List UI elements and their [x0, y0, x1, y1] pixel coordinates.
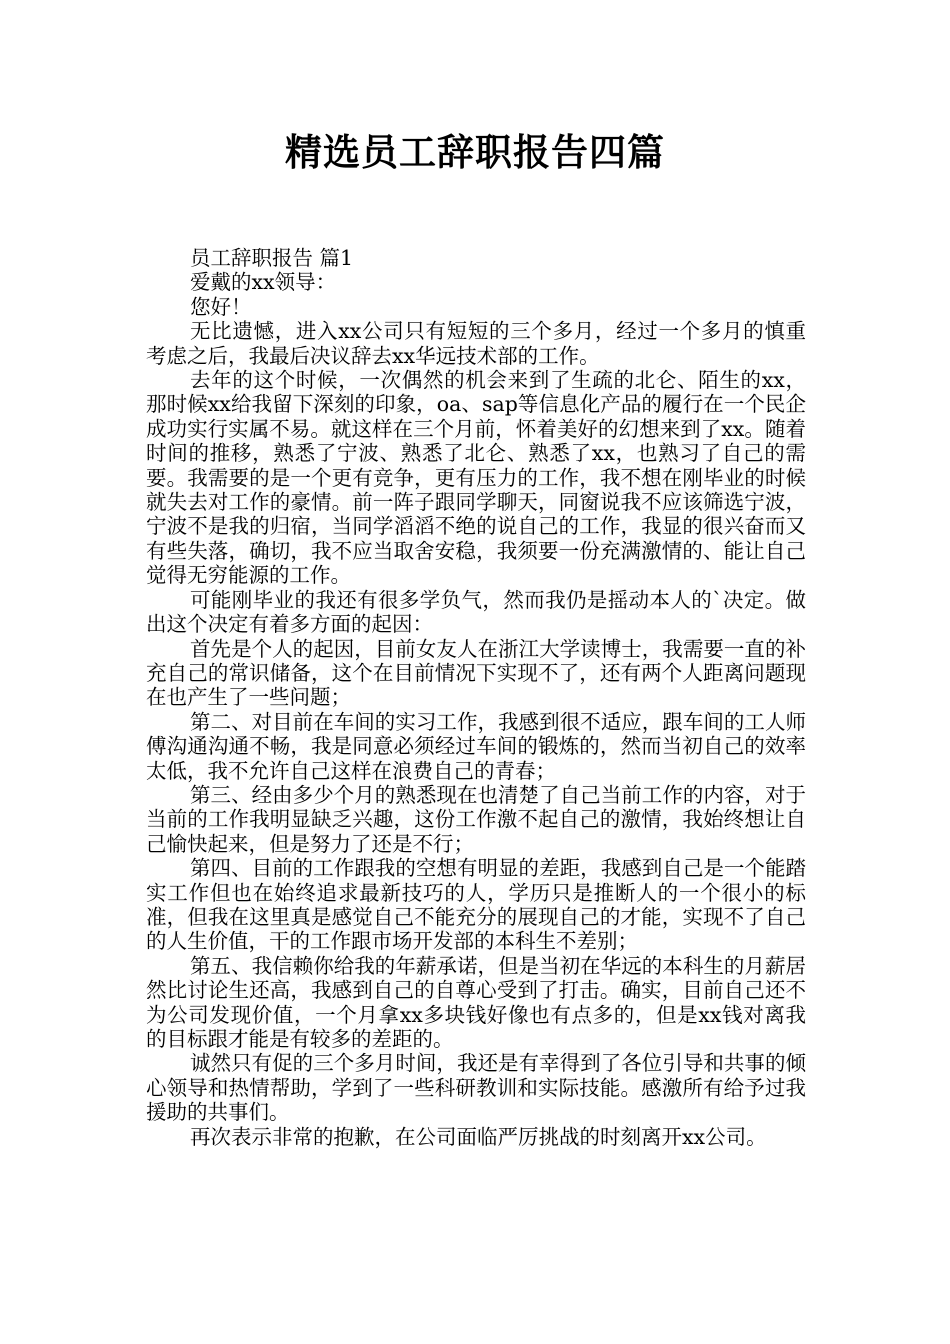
section-heading: 员工辞职报告 篇1 — [190, 246, 354, 270]
salutation: 爱戴的xx领导： — [190, 270, 337, 295]
body-paragraph: 第二、对目前在车间的实习工作，我感到很不适应，跟车间的工人师傅沟通沟通不畅，我是同意必须经过车间的锻炼的，然而当初自己的效率太低，我不允许自己这样在浪费自己的青春； — [146, 709, 806, 783]
body-paragraph: 去年的这个时候，一次偶然的机会来到了生疏的北仑、陌生的xx，那时候xx给我留下深刻的印象，oa、sap等信息化产品的履行在一个民企成功实行实属不易。就这样在三个月前，怀着美好的幻想来到了xx。随着时间的推移，熟悉了宁波、熟悉了北仑、熟悉了xx，也熟习了自己的需要。我需要的是一个更有竞争，更有压力的工作，我不想在刚毕业的时候就失去对工作的豪情。前一阵子跟同学聊天，同窗说我不应该筛选宁波，宁波不是我的归宿，当同学滔滔不绝的说自己的工作，我显的很兴奋而又有些失落，确切，我不应当取舍安稳，我须要一份充满激情的、能让自己觉得无穷能源的工作。 — [146, 368, 806, 588]
body-paragraph: 首先是个人的起因，目前女友人在浙江大学读博士，我需要一直的补充自己的常识储备，这个在目前情况下实现不了，还有两个人距离问题现在也产生了一些问题； — [146, 636, 806, 710]
body-paragraph: 第四、目前的工作跟我的空想有明显的差距，我感到自己是一个能踏实工作但也在始终追求最新技巧的人，学历只是推断人的一个很小的标准，但我在这里真是感觉自己不能充分的展现自己的才能，实现不了自己的人生价值，干的工作跟市场开发部的本科生不差别； — [146, 856, 806, 954]
body-paragraph: 再次表示非常的抱歉，在公司面临严厉挑战的时刻离开xx公司。 — [190, 1124, 767, 1149]
document-body — [146, 246, 806, 1149]
greeting: 您好！ — [190, 294, 252, 319]
document-title: 精选员工辞职报告四篇 — [285, 131, 665, 174]
body-paragraph: 无比遗憾，进入xx公司只有短短的三个多月，经过一个多月的慎重考虑之后，我最后决议辞去xx华远技术部的工作。 — [146, 319, 806, 368]
body-paragraph: 诚然只有促的三个多月时间，我还是有幸得到了各位引导和共事的倾心领导和热情帮助，学到了一些科研教训和实际技能。感激所有给予过我援助的共事们。 — [146, 1051, 806, 1125]
body-paragraph: 第三、经由多少个月的熟悉现在也清楚了自己当前工作的内容，对于当前的工作我明显缺乏兴趣，这份工作激不起自己的激情，我始终想让自己愉快起来，但是努力了还是不行； — [146, 782, 806, 856]
body-paragraph: 可能刚毕业的我还有很多学负气，然而我仍是摇动本人的`决定。做出这个决定有着多方面的起因： — [146, 587, 806, 637]
body-paragraph: 第五、我信赖你给我的年薪承诺，但是当初在华远的本科生的月薪居然比讨论生还高，我感到自己的自尊心受到了打击。确实，目前自己还不为公司发现价值，一个月拿xx多块钱好像也有点多的，但是xx钱对离我的目标跟才能是有较多的差距的。 — [146, 953, 806, 1051]
